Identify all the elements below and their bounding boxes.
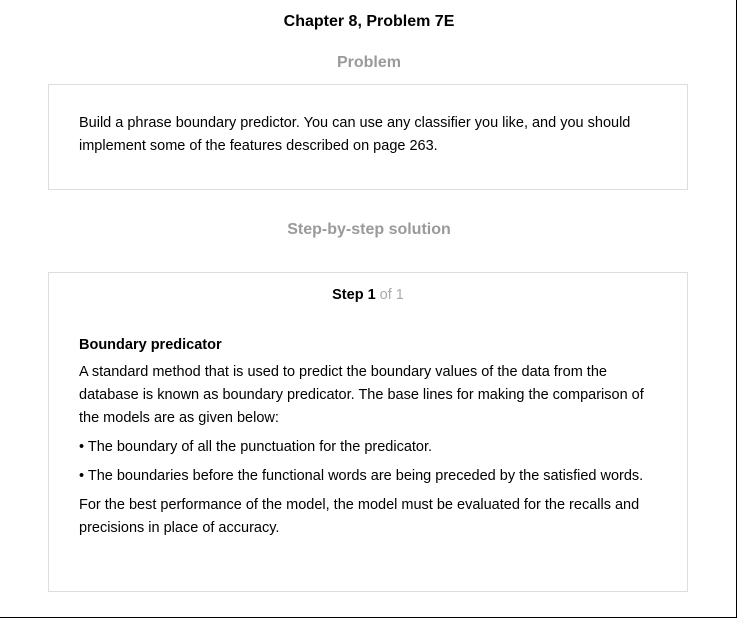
step-label: Step 1: [332, 287, 376, 303]
problem-card: [48, 84, 688, 190]
solution-conclusion: For the best performance of the model, the model must be evaluated for the recalls and precisions in place of accuracy.: [79, 497, 640, 536]
step-section-title: Boundary predicator: [79, 337, 222, 353]
solution-bullet: • The boundaries before the functional words are being preceded by the satisfied words.: [79, 468, 644, 484]
solution-bullet: • The boundary of all the punctuation for the predicator.: [79, 439, 433, 455]
chapter-title: Chapter 8, Problem 7E: [283, 13, 455, 30]
step-indicator: [79, 285, 657, 305]
step-total: of 1: [375, 287, 404, 303]
problem-text: Build a phrase boundary predictor. You can use any classifier you like, and you should implement some of the features described on page 263.: [79, 115, 631, 154]
solution-heading: Step-by-step solution: [287, 221, 451, 238]
problem-heading: Problem: [336, 54, 401, 71]
solution-intro: A standard method that is used to predict the boundary values of the data from the database is known as boundary predicator. The base lines for making the comparison of the models are as given below:: [79, 364, 644, 426]
solution-card: [48, 272, 688, 592]
